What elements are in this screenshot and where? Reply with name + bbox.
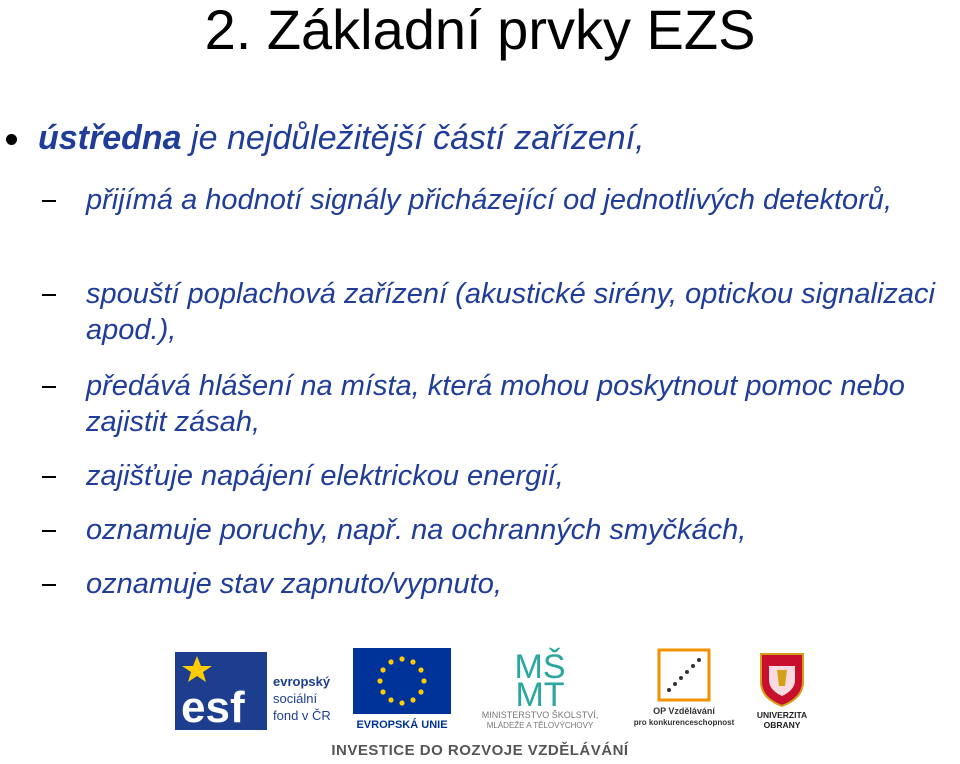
univerzita-obrany-logo	[747, 646, 817, 730]
msmt-line2: MLÁDEŽE A TĚLOVÝCHOVY	[486, 721, 594, 730]
dash-icon	[42, 386, 56, 388]
op-vzdelavani-logo	[629, 646, 739, 730]
op-line2: pro konkurenceschopnost	[633, 718, 735, 727]
bullet-dot-icon	[6, 134, 17, 145]
logo-strip	[175, 646, 815, 736]
sub-bullet-text: přijímá a hodnotí signály přicházející od jednotlivých detektorů,	[86, 184, 892, 216]
esf-line2: sociální	[273, 691, 318, 706]
dash-icon	[42, 530, 56, 532]
footer-slogan: INVESTICE DO ROZVOJE VZDĚLÁVÁNÍ	[331, 742, 629, 759]
main-bullet-keyword: ústředna	[38, 119, 182, 157]
esf-line1: evropský	[273, 674, 331, 689]
eu-label: EVROPSKÁ UNIE	[356, 719, 448, 730]
sub-bullet-text: oznamuje poruchy, např. na ochranných smyčkách,	[86, 514, 747, 546]
msmt-line1: MINISTERSTVO ŠKOLSTVÍ,	[481, 710, 599, 720]
esf-logo	[175, 646, 343, 730]
dash-icon	[42, 476, 56, 478]
esf-brand-text: esf	[181, 683, 245, 730]
msmt-logo	[457, 646, 623, 730]
dash-icon	[42, 294, 56, 296]
sub-bullet-text: spouští poplachová zařízení (akustické sirény, optickou signalizaci apod.),	[86, 278, 935, 346]
dash-icon	[42, 584, 56, 586]
main-bullet-rest: je nejdůležitější částí zařízení,	[181, 119, 645, 157]
dash-icon	[42, 200, 56, 202]
uo-line1: UNIVERZITA	[756, 710, 808, 720]
sub-bullet-text: oznamuje stav zapnuto/vypnuto,	[86, 568, 502, 600]
main-bullet-text	[38, 118, 645, 158]
uo-line2: OBRANY	[763, 720, 801, 730]
op-dots-icon	[667, 658, 701, 692]
sub-bullet-text: zajišťuje napájení elektrickou energií,	[86, 460, 564, 492]
op-line1: OP Vzdělávání	[653, 706, 715, 716]
eu-flag-logo	[353, 648, 451, 730]
sub-bullet-text: předává hlášení na místa, která mohou poskytnout pomoc nebo zajistit zásah,	[86, 370, 905, 438]
msmt-brand-bottom: MT	[515, 676, 565, 714]
slide-title: 2. Základní prvky EZS	[204, 0, 756, 61]
msmt-brand-top: MŠ	[514, 648, 566, 686]
esf-line3: fond v ČR	[273, 708, 331, 723]
op-frame-icon	[659, 650, 709, 700]
